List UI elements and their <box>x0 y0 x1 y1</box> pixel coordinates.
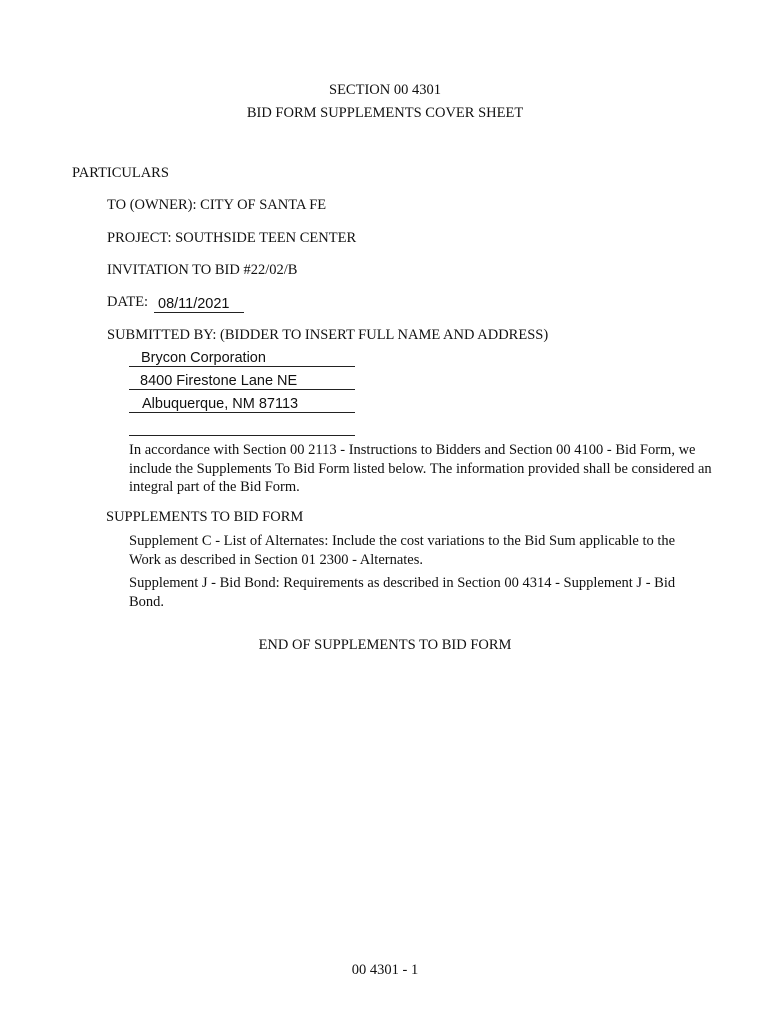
page-number: 00 4301 - 1 <box>351 962 419 978</box>
date-label: DATE: <box>107 294 149 310</box>
bidder-name-field[interactable] <box>129 346 355 367</box>
bidder-name: Brycon Corporation <box>141 350 266 366</box>
bidder-address: 8400 Firestone Lane NE <box>140 373 298 389</box>
accordance-paragraph: In accordance with Section 00 2113 - Instructions to Bidders and Section 00 4100 - Bid Form, we include the Supplements To Bid Form listed below. The information provided shall be considered an integral part of the Bid Form. <box>129 442 712 495</box>
project-line: PROJECT: SOUTHSIDE TEEN CENTER <box>107 230 357 246</box>
supplement-c-text: Supplement C - List of Alternates: Include the cost variations to the Bid Sum applicable to the Work as described in Section 01 2300 - Alternates. <box>129 533 676 568</box>
date-value: 08/11/2021 <box>158 296 230 312</box>
supplement-j-text: Supplement J - Bid Bond: Requirements as described in Section 00 4314 - Supplement J - Bid Bond. <box>129 575 676 610</box>
invitation-line: INVITATION TO BID #22/02/B <box>107 262 298 278</box>
bidder-extra-field[interactable] <box>129 415 355 436</box>
bidder-city-field[interactable] <box>129 392 355 413</box>
end-of-supplements: END OF SUPPLEMENTS TO BID FORM <box>258 637 512 653</box>
supplements-heading: SUPPLEMENTS TO BID FORM <box>106 509 304 525</box>
date-field[interactable] <box>154 292 244 313</box>
bidder-city: Albuquerque, NM 87113 <box>142 396 299 412</box>
section-number: SECTION 00 4301 <box>329 82 441 98</box>
document-title: BID FORM SUPPLEMENTS COVER SHEET <box>246 105 524 121</box>
submitted-by-line: SUBMITTED BY: (BIDDER TO INSERT FULL NAME AND ADDRESS) <box>107 327 549 343</box>
particulars-heading: PARTICULARS <box>72 165 169 181</box>
to-owner-line: TO (OWNER): CITY OF SANTA FE <box>107 197 327 213</box>
bidder-address-field[interactable] <box>129 369 355 390</box>
